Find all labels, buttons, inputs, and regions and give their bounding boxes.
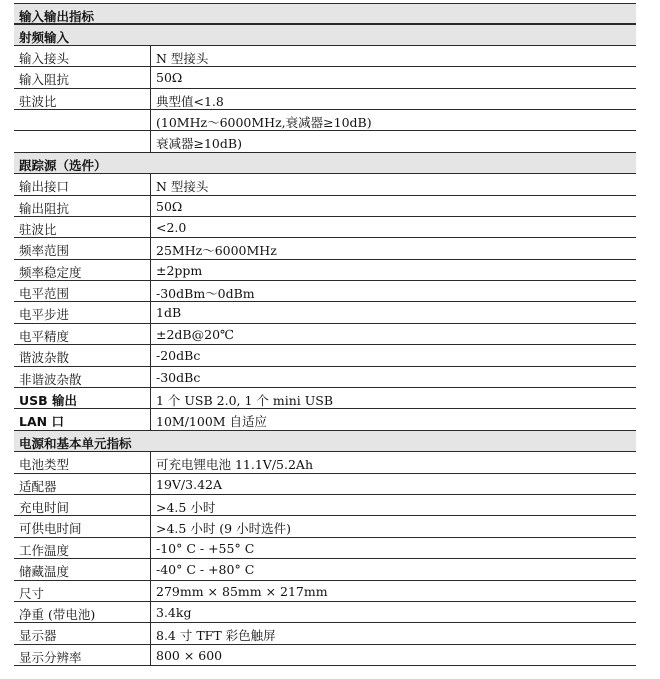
table-row bbox=[14, 324, 636, 345]
row-label: 显示器 bbox=[14, 623, 151, 643]
table-row bbox=[14, 345, 636, 366]
row-value: -10° C - +55° C bbox=[156, 540, 255, 556]
table-title-text: 输入输出指标 bbox=[19, 9, 95, 24]
row-label: 尺寸 bbox=[14, 581, 151, 601]
row-value: 可充电锂电池 11.1V/5.2Ah bbox=[156, 457, 314, 473]
row-value: 25MHz～6000MHz bbox=[156, 243, 277, 259]
row-label: 非谐波杂散 bbox=[14, 367, 151, 387]
row-value: 典型值<1.8 bbox=[156, 93, 224, 109]
table-row bbox=[14, 645, 636, 666]
row-label: 输入接头 bbox=[14, 46, 151, 66]
section-title: 电源和基本单元指标 bbox=[19, 435, 132, 451]
table-row bbox=[14, 89, 636, 110]
spec-rows bbox=[14, 24, 636, 666]
row-value: 1 个 USB 2.0, 1 个 mini USB bbox=[156, 393, 334, 409]
row-value: >4.5 小时 (9 小时选件) bbox=[156, 521, 291, 537]
row-label: 谐波杂散 bbox=[14, 345, 151, 365]
row-label: 电平步进 bbox=[14, 302, 151, 322]
row-label: 适配器 bbox=[14, 474, 151, 494]
row-value: ±2ppm bbox=[156, 262, 203, 278]
row-label: 充电时间 bbox=[14, 495, 151, 515]
row-value: -20dBc bbox=[156, 348, 201, 364]
row-value: 10M/100M 自适应 bbox=[156, 414, 268, 430]
row-label: 电平范围 bbox=[14, 281, 151, 301]
table-row bbox=[14, 131, 636, 152]
table-row bbox=[14, 67, 636, 88]
row-label: LAN 口 bbox=[14, 409, 151, 429]
table-row bbox=[14, 538, 636, 559]
row-label: 驻波比 bbox=[14, 217, 151, 237]
section-header bbox=[14, 24, 636, 45]
row-label: 输入阻抗 bbox=[14, 67, 151, 87]
row-value: 3.4kg bbox=[156, 604, 192, 620]
row-value: 19V/3.42A bbox=[156, 476, 223, 492]
row-label: USB 输出 bbox=[14, 388, 151, 408]
table-row bbox=[14, 516, 636, 537]
row-value: 衰减器≥10dB) bbox=[156, 136, 242, 152]
spec-table bbox=[14, 3, 636, 666]
table-row bbox=[14, 302, 636, 323]
table-row bbox=[14, 474, 636, 495]
row-label: 驻波比 bbox=[14, 89, 151, 109]
row-label: 净重 (带电池) bbox=[14, 602, 151, 622]
table-row bbox=[14, 217, 636, 238]
table-row bbox=[14, 281, 636, 302]
row-value: N 型接头 bbox=[156, 50, 209, 66]
table-row bbox=[14, 46, 636, 67]
row-value: -30dBm～0dBm bbox=[156, 286, 255, 302]
section-title: 射频输入 bbox=[19, 30, 70, 46]
table-row bbox=[14, 452, 636, 473]
row-value: 8.4 寸 TFT 彩色触屏 bbox=[156, 628, 276, 644]
table-row bbox=[14, 238, 636, 259]
table-row bbox=[14, 409, 636, 430]
table-row bbox=[14, 602, 636, 623]
row-label bbox=[14, 131, 151, 151]
section-header bbox=[14, 153, 636, 174]
row-value: 800 × 600 bbox=[156, 647, 223, 663]
row-value: <2.0 bbox=[156, 219, 187, 235]
row-label: 输出阻抗 bbox=[14, 196, 151, 216]
row-label bbox=[14, 110, 151, 130]
row-label: 工作温度 bbox=[14, 538, 151, 558]
row-label: 输出接口 bbox=[14, 174, 151, 194]
table-row bbox=[14, 367, 636, 388]
table-row bbox=[14, 495, 636, 516]
row-label: 电池类型 bbox=[14, 452, 151, 472]
table-row bbox=[14, 196, 636, 217]
row-label: 储藏温度 bbox=[14, 559, 151, 579]
table-row bbox=[14, 110, 636, 131]
row-label: 电平精度 bbox=[14, 324, 151, 344]
row-label: 可供电时间 bbox=[14, 516, 151, 536]
table-row bbox=[14, 581, 636, 602]
row-label: 频率稳定度 bbox=[14, 260, 151, 280]
table-row bbox=[14, 623, 636, 644]
row-value: -40° C - +80° C bbox=[156, 562, 255, 578]
table-row bbox=[14, 174, 636, 195]
row-value: 50Ω bbox=[156, 198, 183, 214]
row-value: ±2dB@20℃ bbox=[156, 326, 235, 342]
row-value: 50Ω bbox=[156, 70, 183, 86]
row-value: N 型接头 bbox=[156, 179, 209, 195]
row-label: 频率范围 bbox=[14, 238, 151, 258]
row-label: 显示分辨率 bbox=[14, 645, 151, 665]
table-title bbox=[14, 3, 636, 24]
row-value: (10MHz～6000MHz,衰减器≥10dB) bbox=[156, 114, 372, 130]
row-value: 279mm × 85mm × 217mm bbox=[156, 583, 328, 599]
section-title: 跟踪源（选件） bbox=[19, 157, 107, 173]
row-value: 1dB bbox=[156, 305, 182, 321]
row-value: -30dBc bbox=[156, 369, 201, 385]
table-row bbox=[14, 388, 636, 409]
row-value: >4.5 小时 bbox=[156, 499, 216, 515]
table-row bbox=[14, 559, 636, 580]
section-header bbox=[14, 431, 636, 452]
table-row bbox=[14, 260, 636, 281]
